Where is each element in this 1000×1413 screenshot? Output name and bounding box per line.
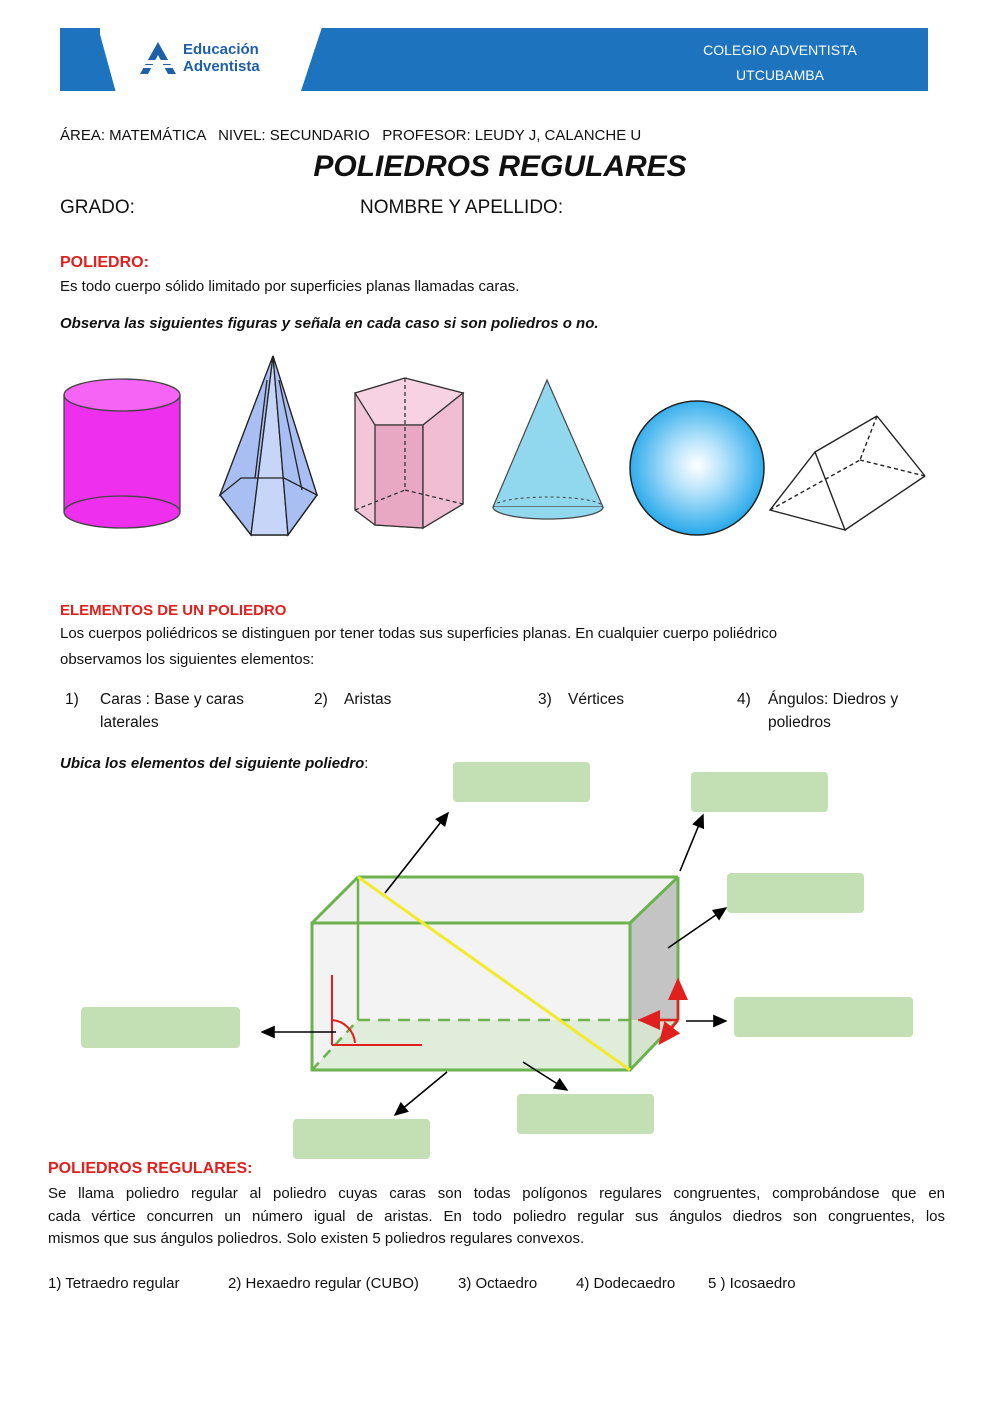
elementos-text-line2: observamos los siguientes elementos:: [60, 651, 315, 668]
regulares-heading: POLIEDROS REGULARES:: [48, 1160, 253, 1177]
hexagonal-pyramid-figure: [220, 356, 317, 535]
answer-box-right-upper[interactable]: [727, 873, 864, 913]
prism-shape: [312, 877, 678, 1070]
element-item-3: [538, 688, 718, 736]
answer-box-bottom-left[interactable]: [293, 1119, 430, 1159]
element-item-label: [100, 688, 244, 734]
element-item-number: 2): [314, 691, 328, 708]
regulares-line3: mismos que sus ángulos poliedros. Solo existen 5 poliedros regulares convexos.: [48, 1230, 585, 1247]
answer-box-top-right[interactable]: [691, 772, 828, 812]
nombre-label: NOMBRE Y APELLIDO:: [360, 197, 564, 218]
logo-line1: Educación: [183, 41, 259, 58]
logo-line2: Adventista: [183, 58, 260, 75]
info-line: ÁREA: MATEMÁTICA NIVEL: SECUNDARIO PROFESOR: LEUDY J, CALANCHE U: [60, 127, 642, 144]
element-item-label: Aristas: [344, 691, 392, 708]
regulares-list-item-4: 4) Dodecaedro: [576, 1275, 676, 1292]
element-item-line2: poliedros: [768, 714, 831, 731]
ubica-colon: :: [364, 755, 369, 772]
regulares-list-item-3: 3) Octaedro: [458, 1275, 538, 1292]
triangular-prism-figure: [770, 416, 925, 530]
figures-row: [55, 350, 935, 545]
element-item-4: [737, 688, 937, 736]
element-item-1: [65, 688, 285, 736]
answer-box-left[interactable]: [81, 1007, 240, 1048]
element-item-line1: Ángulos: Diedros y: [768, 691, 899, 708]
element-item-label: Vértices: [568, 691, 624, 708]
logo-text: [183, 41, 260, 75]
element-item-line2: laterales: [100, 714, 159, 731]
elementos-text-line1: Los cuerpos poliédricos se distinguen por tener todas sus superficies planas. En cualquier cuerpo poliédrico: [60, 625, 778, 642]
logo-icon: [138, 40, 178, 76]
element-item-line1: Caras : Base y caras: [100, 691, 244, 708]
poliedro-definition: Es todo cuerpo sólido limitado por superficies planas llamadas caras.: [60, 278, 520, 295]
element-item-number: 3): [538, 691, 552, 708]
poliedro-instruction: Observa las siguientes figuras y señala en cada caso si son poliedros o no.: [60, 315, 599, 332]
element-item-number: 4): [737, 691, 751, 708]
page-title: POLIEDROS REGULARES: [313, 150, 687, 183]
cone-figure: [493, 380, 603, 519]
ubica-instruction-text: Ubica los elementos del siguiente poliedro: [60, 755, 365, 772]
regulares-line1: Se llama poliedro regular al poliedro cuyas caras son todas polígonos regulares congruentes, comprobándose que en: [48, 1185, 945, 1202]
element-item-number: 1): [65, 691, 79, 708]
regulares-list-item-1: 1) Tetraedro regular: [48, 1275, 180, 1292]
grado-label: GRADO:: [60, 197, 135, 218]
regulares-list-item-2: 2) Hexaedro regular (CUBO): [228, 1275, 419, 1292]
sphere-figure: [630, 401, 764, 535]
poliedro-heading: POLIEDRO:: [60, 254, 149, 271]
regulares-line2: cada vértice concurren un número igual de aristas. En todo poliedro regular sus ángulos diedros son congruentes, los: [48, 1208, 945, 1225]
school-line1: COLEGIO ADVENTISTA: [703, 42, 857, 58]
answer-box-bottom-right[interactable]: [517, 1094, 654, 1134]
school-line2: UTCUBAMBA: [736, 67, 824, 83]
answer-box-top[interactable]: [453, 762, 590, 802]
school-name: [690, 38, 870, 88]
element-item-label: [768, 688, 898, 734]
elementos-heading: ELEMENTOS DE UN POLIEDRO: [60, 602, 287, 619]
cylinder-figure: [64, 379, 180, 528]
regulares-list-item-5: 5 ) Icosaedro: [708, 1275, 796, 1292]
pentagonal-prism-figure: [355, 378, 463, 528]
prism-diagram: [0, 740, 1000, 1170]
answer-box-right-lower[interactable]: [734, 997, 913, 1037]
element-item-2: [314, 688, 514, 736]
